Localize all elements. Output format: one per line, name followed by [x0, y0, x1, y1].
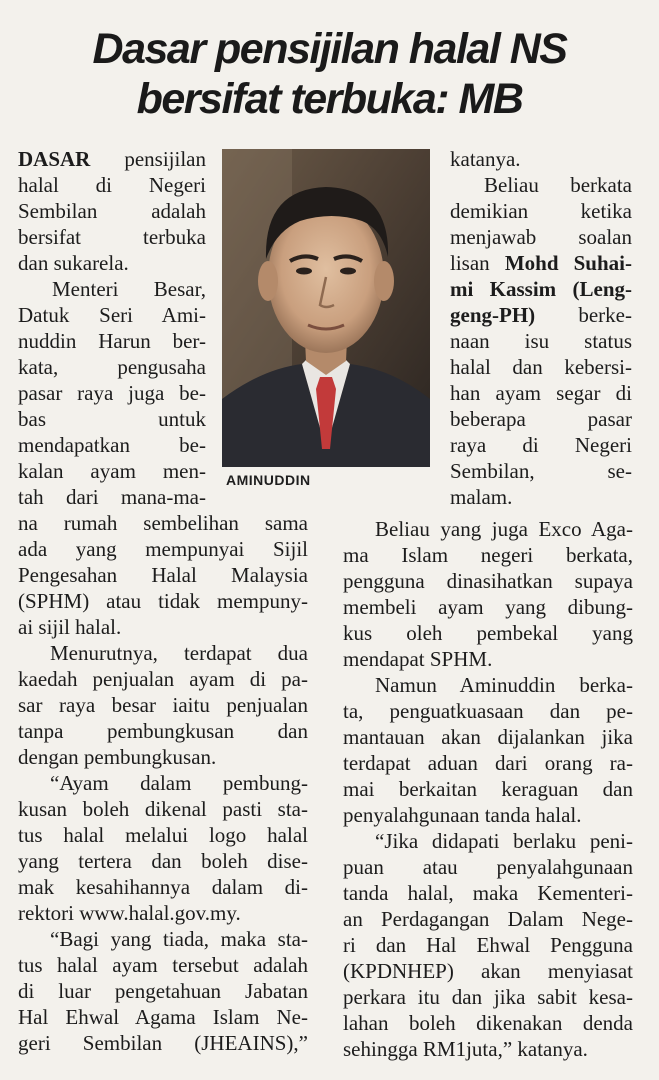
text-line: Menteri Besar,: [52, 277, 206, 301]
text-line: lahan boleh dikenakan denda: [343, 1011, 633, 1035]
text-line: mendapat SPHM.: [343, 647, 493, 671]
bold-name: mi Kassim (Leng-: [450, 277, 632, 301]
text-line: sehingga RM1juta,” katanya.: [343, 1037, 588, 1061]
text-line: geng-PH) berke-: [450, 303, 632, 327]
text-line: puan atau penyalahgunaan: [343, 855, 633, 879]
text-line: Hal Ehwal Agama Islam Ne-: [18, 1005, 308, 1029]
text-line: di luar pengetahuan Jabatan: [18, 979, 308, 1003]
article-column-1-bottom: [18, 510, 308, 1056]
text-line: kata, pengusaha: [18, 355, 206, 379]
article-column-1-top: [18, 146, 206, 510]
portrait-photo: [222, 149, 430, 467]
text-line: Datuk Seri Ami-: [18, 303, 206, 327]
text-line: halal dan kebersi-: [450, 355, 632, 379]
text-line: Sembilan, se-: [450, 459, 632, 483]
text-line: (SPHM) atau tidak mempuny-: [18, 589, 308, 613]
text-line: naan isu status: [450, 329, 632, 353]
text-line: beberapa pasar: [450, 407, 632, 431]
text-line: bersifat terbuka: [18, 225, 206, 249]
text-line: han ayam segar di: [450, 381, 632, 405]
text-line: ta, penguatkuasaan dan pe-: [343, 699, 633, 723]
text-line: pasar raya juga be-: [18, 381, 206, 405]
text-line: membeli ayam yang dibung-: [343, 595, 633, 619]
text-line: tanda halal, maka Kementeri-: [343, 881, 633, 905]
text-line: mai berkaitan keraguan dan: [343, 777, 633, 801]
text-line: (KPDNHEP) akan menyiasat: [343, 959, 633, 983]
text-line: Menurutnya, terdapat dua: [50, 641, 308, 665]
text-line: “Ayam dalam pembung-: [50, 771, 308, 795]
text-line: mantauan akan dijalankan jika: [343, 725, 633, 749]
headline: [0, 24, 659, 124]
headline-line-2: bersifat terbuka: MB: [136, 75, 523, 123]
text-line: dengan pembungkusan.: [18, 745, 217, 769]
lead-word: DASAR: [18, 147, 91, 171]
text-line: ada yang mempunyai Sijil: [18, 537, 308, 561]
text-line: Pengesahan Halal Malaysia: [18, 563, 308, 587]
text-line: penyalahgunaan tanda halal.: [343, 803, 582, 827]
text-line: raya di Negeri: [450, 433, 632, 457]
text-line: na rumah sembelihan sama: [18, 511, 308, 535]
text-line: menjawab soalan: [450, 225, 632, 249]
text-line: “Jika didapati berlaku peni-: [375, 829, 633, 853]
text-line: terdapat aduan dari orang ra-: [343, 751, 633, 775]
text-line: Beliau berkata: [484, 173, 632, 197]
text-line: tus halal ayam tersebut adalah: [18, 953, 308, 977]
text-line: lisan Mohd Suhai-: [450, 251, 632, 275]
text-line: dan sukarela.: [18, 251, 129, 275]
text-line: mak kesahihannya dalam di-: [18, 875, 308, 899]
text-line: ai sijil halal.: [18, 615, 122, 639]
text-line: mendapatkan be-: [18, 433, 206, 457]
text-line: tah dari mana-ma-: [18, 485, 206, 509]
text-line: ma Islam negeri berkata,: [343, 543, 633, 567]
text-line: bas untuk: [18, 407, 206, 431]
text-line: demikian ketika: [450, 199, 632, 223]
text-line: malam.: [450, 485, 513, 509]
text-line: sar raya besar iaitu penjualan: [18, 693, 308, 717]
text-line: Beliau yang juga Exco Aga-: [375, 517, 633, 541]
text-line: tus halal melalui logo halal: [18, 823, 308, 847]
text-line: “Bagi yang tiada, maka sta-: [50, 927, 308, 951]
text-line: perkara itu dan jika sabit kesa-: [343, 985, 633, 1009]
text-line: tanpa pembungkusan dan: [18, 719, 308, 743]
text-line: DASAR pensijilan: [18, 147, 206, 171]
text-line: Namun Aminuddin berka-: [375, 673, 633, 697]
bold-name: Mohd Suhai-: [504, 251, 632, 275]
text-line: halal di Negeri: [18, 173, 206, 197]
text-line: kalan ayam men-: [18, 459, 206, 483]
text-line: geri Sembilan (JHEAINS),”: [18, 1031, 308, 1055]
text-line: kusan boleh dikenal pasti sta-: [18, 797, 308, 821]
article-column-2-top: [450, 146, 632, 510]
text-line: ri dan Hal Ehwal Pengguna: [343, 933, 633, 957]
text-line: [450, 276, 632, 302]
text-line: pengguna dinasihatkan supaya: [343, 569, 633, 593]
text-line: nuddin Harun ber-: [18, 329, 206, 353]
text-line: yang tertera dan boleh dise-: [18, 849, 308, 873]
photo-caption: AMINUDDIN: [226, 472, 311, 488]
text-line: an Perdagangan Dalam Nege-: [343, 907, 633, 931]
text-line: katanya.: [450, 147, 521, 171]
text-line: kaedah penjualan ayam di pa-: [18, 667, 308, 691]
article-column-2-bottom: [343, 516, 633, 1062]
text-line: rektori www.halal.gov.my.: [18, 901, 241, 925]
bold-name: geng-PH): [450, 303, 536, 327]
text-line: kus oleh pembekal yang: [343, 621, 633, 645]
headline-line-1: Dasar pensijilan halal NS: [92, 25, 567, 73]
text-line: Sembilan adalah: [18, 199, 206, 223]
